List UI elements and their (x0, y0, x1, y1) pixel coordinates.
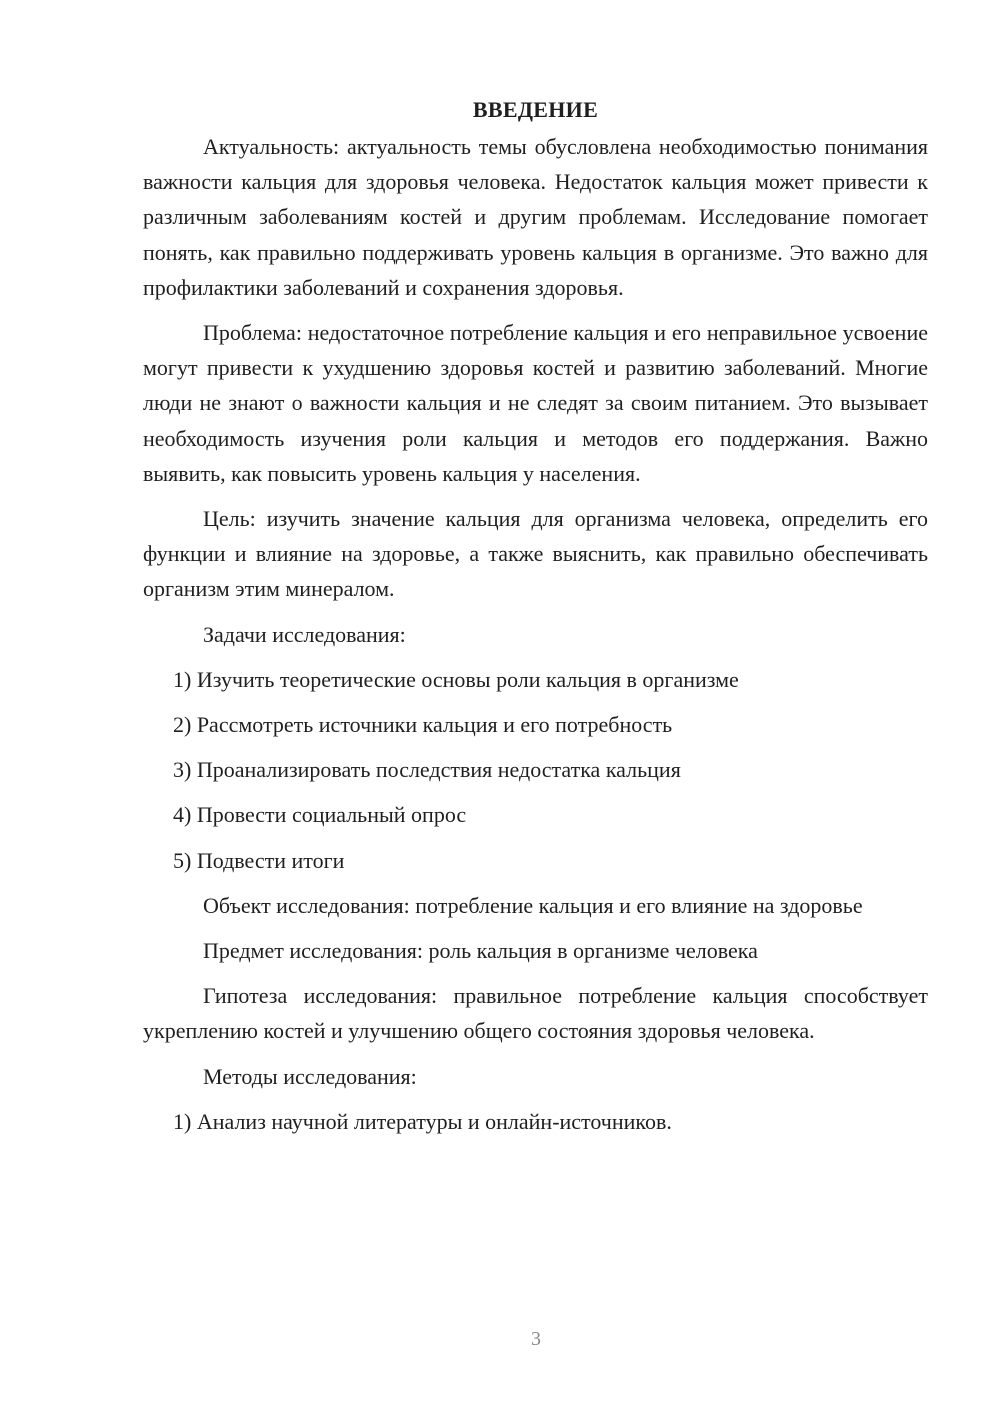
task-item-4: 4) Провести социальный опрос (173, 802, 467, 828)
methods-title: Методы исследования: (203, 1063, 417, 1089)
goal-paragraph: Цель: изучить значение кальция для организма человека, определить его функции и влияние на здоровье, а также выяснить, как правильно обеспечивать организм этим минералом. (143, 506, 928, 602)
subject-paragraph: Предмет исследования: роль кальция в организме человека (203, 938, 758, 964)
task-item-2: 2) Рассмотреть источники кальция и его потребность (173, 712, 673, 738)
tasks-title: Задачи исследования: (203, 621, 406, 647)
page-number: 3 (531, 1328, 541, 1350)
relevance-paragraph: Актуальность: актуальность темы обусловлена необходимостью понимания важности кальция для здоровья человека. Недостаток кальция может привести к различным заболеваниям костей и другим проблемам. Исследование помогает понять, как правильно поддерживать уровень кальция в организме. Это важно для профилактики заболеваний и сохранения здоровья. (143, 134, 928, 300)
method-item-1: 1) Анализ научной литературы и онлайн-источников. (173, 1108, 672, 1134)
task-item-5: 5) Подвести итоги (173, 847, 345, 873)
hypothesis-paragraph: Гипотеза исследования: правильное потребление кальция способствует укреплению костей и улучшению общего состояния здоровья человека. (143, 983, 928, 1044)
page-title: ВВЕДЕНИЕ (472, 97, 599, 122)
problem-paragraph: Проблема: недостаточное потребление кальция и его неправильное усвоение могут привести к ухудшению здоровья костей и развитию заболеваний. Многие люди не знают о важности кальция и не следят за своим питанием. Это вызывает необходимость изучения роли кальция и методов его поддержания. Важно выявить, как повысить уровень кальция у населения. (143, 320, 928, 486)
task-item-3: 3) Проанализировать последствия недостатка кальция (173, 757, 681, 783)
page-content (143, 92, 928, 1149)
task-item-1: 1) Изучить теоретические основы роли кальция в организме (173, 666, 739, 692)
object-paragraph: Объект исследования: потребление кальция и его влияние на здоровье (203, 892, 863, 918)
